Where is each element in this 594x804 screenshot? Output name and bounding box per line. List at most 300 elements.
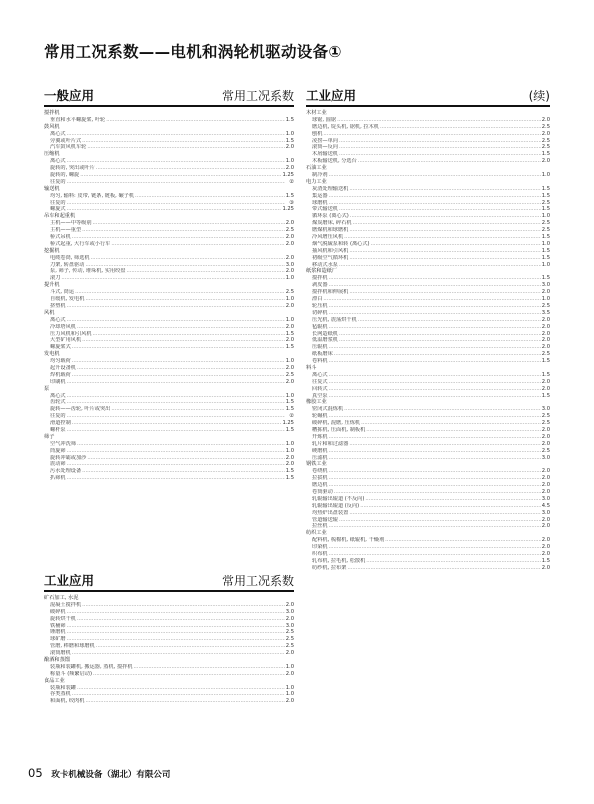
item-factor: 3.0 [541, 509, 550, 516]
item-factor: ② [289, 413, 294, 420]
item-factor: 1.0 [541, 240, 550, 247]
item-name: 管道输送辊 [312, 516, 338, 523]
dot-leader [67, 179, 285, 186]
list-item [306, 213, 550, 220]
item-factor: 2.0 [285, 268, 294, 275]
list-item [306, 351, 550, 358]
item-factor: 2.0 [541, 488, 550, 495]
item-name: 漂白 [312, 296, 323, 303]
item-name: 滚刀 [50, 275, 61, 282]
dot-leader [67, 317, 285, 324]
item-factor: 1.5 [285, 468, 294, 475]
list-item [306, 241, 550, 248]
dot-leader [329, 275, 541, 282]
item-factor: 2.0 [285, 650, 294, 657]
list-item [44, 441, 294, 448]
dot-leader [353, 220, 541, 227]
item-name: 压滤机 [312, 454, 328, 461]
list-item [306, 517, 550, 524]
list-item [306, 551, 550, 558]
dot-leader [67, 206, 282, 213]
list-item [44, 337, 294, 344]
dot-leader [111, 406, 284, 413]
list-item [306, 523, 550, 530]
item-name: 轮压机 [312, 302, 328, 309]
dot-leader [329, 386, 541, 393]
dot-leader [72, 344, 285, 351]
list-item [44, 636, 294, 643]
list-item [306, 324, 550, 331]
continued-label: (续) [528, 89, 550, 103]
item-name: 刨机 [312, 130, 323, 137]
dot-leader [82, 602, 285, 609]
item-factor: 3.5 [541, 309, 550, 316]
dot-leader [349, 510, 540, 517]
item-name: 空气冲洗筛 [50, 440, 76, 447]
item-name: 破碎机 [50, 608, 66, 615]
dot-leader [329, 193, 541, 200]
item-factor: 1.5 [541, 358, 550, 365]
item-factor: ② [289, 178, 294, 185]
item-factor: 1.5 [541, 151, 550, 158]
list-item [306, 393, 550, 400]
category-heading: 纺织工业 [306, 530, 327, 537]
list-item [44, 227, 294, 234]
item-name: 初级空气循环机 [312, 254, 349, 261]
item-name: 旁翼或叶片式 [50, 137, 82, 144]
dot-leader [344, 406, 541, 413]
item-factor: 2.0 [541, 475, 550, 482]
dot-leader [67, 379, 285, 386]
list-item [306, 255, 550, 262]
item-name: 螺旋式 [50, 206, 66, 213]
item-factor: 2.5 [541, 144, 550, 151]
item-factor: 2.0 [541, 516, 550, 523]
list-item [44, 262, 294, 269]
list-item [44, 303, 294, 310]
item-name: 主机——中等级别 [50, 220, 92, 227]
list-item [44, 331, 294, 338]
page-footer [28, 766, 170, 780]
dot-leader [72, 650, 285, 657]
item-factor: 2.0 [541, 564, 550, 571]
item-factor: 2.5 [541, 123, 550, 130]
item-name: 轧辊输出辊道 (不反向) [312, 495, 365, 502]
list-item [306, 468, 550, 475]
item-name: 轧辊输出辊道 (反向) [312, 502, 360, 509]
dot-leader [67, 475, 285, 482]
item-factor: 1.0 [541, 172, 550, 179]
list-item [306, 448, 550, 455]
item-name: 管磨, 棒磨和球磨机 [50, 643, 95, 650]
item-factor: 2.5 [541, 199, 550, 206]
item-name: 卷绕机 [312, 468, 328, 475]
section-header [44, 85, 294, 107]
dot-leader [67, 413, 285, 420]
item-factor: 1.0 [285, 392, 294, 399]
item-name: 纸板磨床 [312, 351, 333, 358]
dot-leader [135, 193, 285, 200]
item-name: 往复的 [50, 178, 66, 185]
dot-leader [80, 172, 281, 179]
category-heading: 纸浆和造纸厂 [306, 268, 338, 275]
list-item [44, 623, 294, 630]
list-item [44, 393, 294, 400]
category-heading: 橡胶工业 [306, 399, 327, 406]
item-factor: 2.5 [285, 629, 294, 636]
list-item [44, 468, 294, 475]
item-name: 螺杆泵 [50, 426, 66, 433]
dot-leader [72, 358, 285, 365]
item-factor: 3.0 [541, 282, 550, 289]
item-factor: 4.5 [541, 502, 550, 509]
dot-leader [339, 262, 541, 269]
item-name: 往复的 [50, 413, 66, 420]
dot-leader [371, 241, 541, 248]
item-name: 旋转的, 突出或叶片 [50, 165, 95, 172]
list-item [44, 220, 294, 227]
item-factor: 1.0 [285, 130, 294, 137]
dot-leader [349, 441, 540, 448]
item-factor: 2.0 [541, 523, 550, 530]
dot-leader [67, 427, 285, 434]
item-name: 桥式起重, 大行车或小行车 [50, 240, 111, 247]
list-item [44, 664, 294, 671]
category-heading: 筛子 [44, 433, 55, 440]
factor-header: 常用工况系数 [221, 574, 294, 588]
item-name: 离心式 [50, 130, 66, 137]
item-name: 旋转冲霸或加沙 [50, 454, 87, 461]
category-heading: 吊车和起重机 [44, 213, 76, 220]
list-item [44, 317, 294, 324]
list-item [44, 671, 294, 678]
item-factor: 1.5 [285, 192, 294, 199]
item-factor: 2.5 [285, 636, 294, 643]
item-name: 真空泵 [312, 392, 328, 399]
item-factor: 1.0 [285, 447, 294, 454]
item-factor: 3.0 [541, 495, 550, 502]
dot-leader [339, 144, 541, 151]
item-name: 低温磨浆机 [312, 337, 338, 344]
dot-leader [77, 365, 285, 372]
dot-leader [72, 691, 285, 698]
item-factor: 2.0 [541, 433, 550, 440]
list-item [306, 455, 550, 462]
list-item [306, 544, 550, 551]
industry-cont-section [306, 85, 550, 572]
item-name: 长网造纸机 [312, 330, 338, 337]
list-item [44, 413, 294, 420]
item-name: 均热炉出盘装置 [312, 509, 349, 516]
list-item [306, 503, 550, 510]
item-name: 旋转——齿轮, 叶片或突出 [50, 406, 111, 413]
dot-leader [93, 671, 285, 678]
list-item [306, 151, 550, 158]
item-name: 谷类蒸机 [50, 691, 71, 698]
item-name: 汽车鼓风机车轮 [50, 144, 87, 151]
item-name: 焊机载荷 [50, 371, 71, 378]
item-factor: 2.0 [285, 220, 294, 227]
list-item [306, 537, 550, 544]
item-factor: 2.0 [541, 426, 550, 433]
item-name: 螺旋桨式 [50, 344, 71, 351]
dot-leader [323, 296, 540, 303]
item-name: 斗式, 筒运 [50, 289, 75, 296]
item-name: 混凝土搅拌机 [50, 601, 82, 608]
dot-leader [93, 220, 285, 227]
dot-leader [85, 262, 284, 269]
dot-leader [77, 441, 285, 448]
item-factor: 2.0 [541, 468, 550, 475]
item-name: 旋转烘干机 [50, 615, 76, 622]
item-factor: 1.25 [282, 206, 294, 213]
item-name: 磨边机, 锭头机, 锯机, 拉木机 [312, 123, 379, 130]
list-item [44, 406, 294, 413]
list-item [44, 358, 294, 365]
dot-leader [329, 448, 541, 455]
list-item [306, 131, 550, 138]
list-item [306, 337, 550, 344]
item-name: 循环泵 (离心式) [312, 213, 349, 220]
group-list [44, 595, 294, 705]
list-item [44, 691, 294, 698]
dot-leader [329, 434, 541, 441]
item-factor: 1.0 [285, 440, 294, 447]
item-factor: 2.5 [285, 289, 294, 296]
dot-leader [82, 337, 285, 344]
list-item [306, 489, 550, 496]
item-name: 球锯, 圆锯 [312, 116, 337, 123]
item-factor: 1.5 [285, 344, 294, 351]
dot-leader [329, 344, 541, 351]
section-title: 工业应用 [44, 573, 95, 588]
item-name: 印刷机 [50, 378, 66, 385]
dot-leader [67, 636, 285, 643]
item-name: 切碎机 [312, 309, 328, 316]
dot-leader [339, 337, 541, 344]
item-factor: 3.0 [285, 261, 294, 268]
item-factor: 2.5 [541, 413, 550, 420]
section-title: 工业应用 [306, 88, 357, 103]
item-factor: 1.5 [541, 247, 550, 254]
dot-leader [93, 331, 285, 338]
section-title: 一般应用 [44, 88, 95, 103]
item-name: 均匀, 输料: 皮带, 链条, 链板, 碾子机 [50, 192, 135, 199]
item-name: 主机——重型 [50, 227, 82, 234]
list-item [44, 165, 294, 172]
dot-leader [67, 609, 285, 616]
dot-leader [106, 117, 285, 124]
item-factor: 2.0 [285, 670, 294, 677]
item-factor: 2.0 [541, 330, 550, 337]
item-factor: 2.0 [285, 323, 294, 330]
item-name: 破碎机, 混磨, 压炼机 [312, 420, 361, 427]
list-item [44, 296, 294, 303]
dot-leader [347, 565, 540, 572]
item-factor: 3.0 [285, 622, 294, 629]
list-item [306, 303, 550, 310]
category-heading: 挖掘机 [44, 247, 60, 254]
list-item [44, 179, 294, 186]
item-name: 锤磨机 [50, 629, 66, 636]
list-item [44, 399, 294, 406]
item-name: 冷风增压风机 [312, 234, 344, 241]
category-heading: 钢铁工业 [306, 461, 327, 468]
item-name: 织布机 [312, 551, 328, 557]
dot-leader [67, 393, 285, 400]
dot-leader [329, 475, 541, 482]
list-item [44, 344, 294, 351]
item-name: 纺纱机, 拉布架 [312, 564, 347, 571]
list-item [306, 220, 550, 227]
company-name: 玫卡机械设备（湖北）有限公司 [51, 770, 171, 780]
dot-leader [77, 324, 285, 331]
list-item [44, 427, 294, 434]
dot-leader [339, 331, 541, 338]
list-item [306, 496, 550, 503]
item-name: 集运器 [312, 192, 328, 199]
dot-leader [82, 468, 285, 475]
dot-leader [329, 523, 541, 530]
list-item [306, 441, 550, 448]
item-factor: 2.5 [541, 420, 550, 427]
list-item [306, 565, 550, 572]
list-item [44, 172, 294, 179]
dot-leader [329, 303, 541, 310]
item-name: 旋转的, 螺旋 [50, 172, 80, 179]
dot-leader [349, 227, 540, 234]
list-item [306, 310, 550, 317]
item-factor: 2.0 [541, 158, 550, 165]
list-item [44, 698, 294, 705]
item-factor: 1.0 [541, 261, 550, 268]
item-factor: 2.5 [285, 643, 294, 650]
item-name: 糟拣机, 压面机, 制板机 [312, 426, 366, 433]
list-item [306, 138, 550, 145]
item-factor: 2.0 [541, 544, 550, 551]
item-name: 和面机, 绞肉机 [50, 698, 85, 705]
dot-leader [329, 468, 541, 475]
dot-leader [329, 282, 541, 289]
item-name: 轧片和和过滤器 [312, 440, 349, 447]
item-factor: 1.0 [285, 684, 294, 691]
item-factor: 2.0 [285, 337, 294, 344]
dot-leader [360, 503, 541, 510]
item-name: 滚筒—反向 [312, 144, 338, 151]
item-name: 往复的 [50, 199, 66, 206]
list-item [306, 510, 550, 517]
item-name: 剥皮器 [312, 282, 328, 289]
item-name: 凌捞—单向 [312, 137, 338, 144]
item-name: 泵, 筛子, 传动, 堆垛机, 实用绞盘 [50, 268, 126, 275]
category-heading: 鼓风机 [44, 123, 60, 130]
item-factor: 2.0 [285, 240, 294, 247]
list-item [44, 685, 294, 692]
dot-leader [334, 351, 541, 358]
item-factor: 2.0 [541, 323, 550, 330]
dot-leader [72, 234, 285, 241]
dot-leader [77, 685, 285, 692]
list-item [306, 482, 550, 489]
item-name: 冷却塔风机 [50, 323, 76, 330]
list-item [44, 602, 294, 609]
item-name: 震动筛 [50, 461, 66, 468]
dot-leader [329, 200, 541, 207]
category-heading: 电力工业 [306, 178, 327, 185]
item-name: 抽风机和引风机 [312, 247, 349, 254]
item-name: 磨边机 [312, 482, 328, 489]
dot-leader [361, 420, 541, 427]
item-name: 煤炭磨床, 碎石机 [312, 220, 352, 227]
item-factor: 2.5 [541, 137, 550, 144]
list-item [306, 317, 550, 324]
dot-leader [329, 544, 541, 551]
item-factor: 1.0 [285, 691, 294, 698]
item-name: 滑道控制 [50, 420, 71, 427]
item-factor: 1.5 [285, 330, 294, 337]
dot-leader [61, 275, 284, 282]
item-name: 拉丝机 [312, 523, 328, 530]
item-name: 搅拌机 [312, 275, 328, 282]
list-item [306, 296, 550, 303]
item-name: 污水处理设备 [50, 468, 82, 475]
dot-leader [329, 324, 541, 331]
dot-leader [87, 455, 284, 462]
list-item [306, 475, 550, 482]
list-item [44, 131, 294, 138]
page-number: 05 [28, 766, 43, 780]
dot-leader [334, 489, 541, 496]
list-item [306, 558, 550, 565]
category-heading: 矿石加工, 水泥 [44, 595, 79, 601]
dot-leader [96, 643, 285, 650]
dot-leader [126, 268, 284, 275]
item-name: 装瓶和装罐 [50, 684, 76, 691]
list-item [306, 434, 550, 441]
category-heading: 发电机 [44, 351, 60, 358]
list-item [306, 186, 550, 193]
item-factor: 2.0 [285, 144, 294, 151]
item-name: 卷筒驱动 [312, 488, 333, 495]
dot-leader [87, 144, 284, 151]
list-item [306, 158, 550, 165]
item-name: 卷料机 [312, 358, 328, 365]
list-item [44, 420, 294, 427]
dot-leader [67, 629, 285, 636]
item-factor: 3.0 [541, 406, 550, 413]
list-item [44, 475, 294, 482]
list-item [44, 650, 294, 657]
item-factor: 1.0 [285, 296, 294, 303]
item-factor: 1.0 [285, 316, 294, 323]
list-item [44, 138, 294, 145]
item-factor: 1.0 [285, 158, 294, 165]
item-factor: 2.0 [541, 316, 550, 323]
item-factor: 1.0 [541, 296, 550, 303]
dot-leader [365, 496, 540, 503]
list-item [306, 379, 550, 386]
item-factor: 2.5 [541, 351, 550, 358]
dot-leader [339, 151, 541, 158]
dot-leader [349, 289, 540, 296]
item-factor: 2.0 [285, 234, 294, 241]
item-name: 铁桶筛 [50, 622, 66, 629]
item-name: 回转式 [312, 385, 328, 392]
dot-leader [349, 255, 540, 262]
list-item [306, 420, 550, 427]
category-heading: 输送机 [44, 185, 60, 192]
item-name: 木屑输送机 [312, 151, 338, 158]
